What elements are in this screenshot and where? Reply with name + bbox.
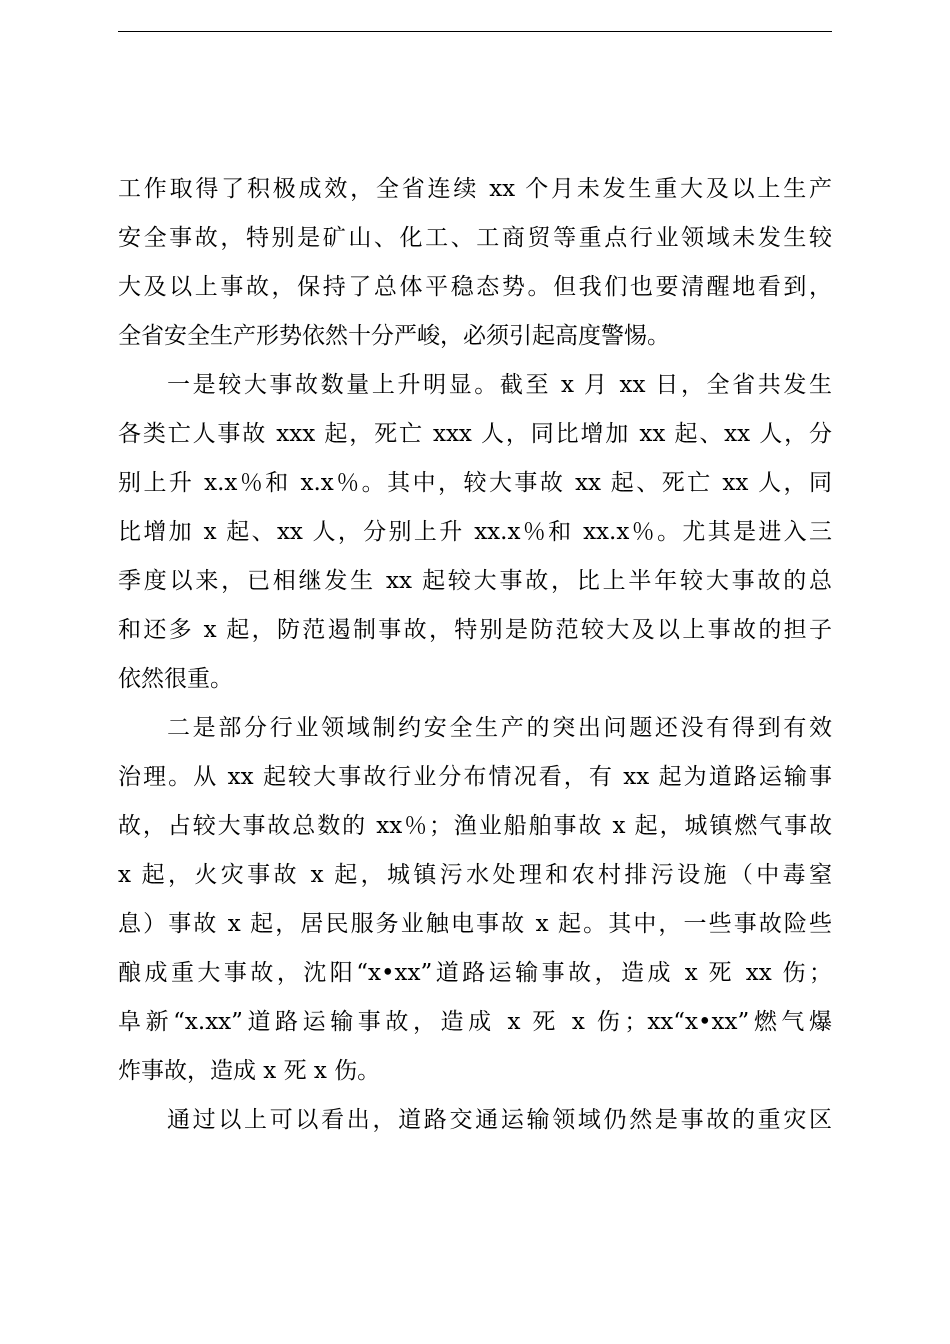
header-rule — [118, 31, 832, 32]
text-line: 各类亡人事故 xxx 起，死亡 xxx 人，同比增加 xx 起、xx 人，分 — [118, 421, 832, 447]
text-line: 安全事故，特别是矿山、化工、工商贸等重点行业领域未发生较 — [118, 225, 832, 251]
text-line: 阜新“x.xx”道路运输事故，造成 x 死 x 伤；xx“x•xx”燃气爆 — [118, 1009, 832, 1035]
text-line: 酿成重大事故，沈阳“x•xx”道路运输事故，造成 x 死 xx 伤； — [118, 960, 832, 986]
text-line: x 起，火灾事故 x 起，城镇污水处理和农村排污设施（中毒窒 — [118, 862, 832, 888]
text-line: 故，占较大事故总数的 xx％；渔业船舶事故 x 起，城镇燃气事故 — [118, 813, 832, 839]
text-line: 全省安全生产形势依然十分严峻，必须引起高度警惕。 — [118, 323, 670, 349]
text-line: 大及以上事故，保持了总体平稳态势。但我们也要清醒地看到， — [118, 274, 832, 300]
text-line: 工作取得了积极成效，全省连续 xx 个月未发生重大及以上生产 — [118, 176, 832, 202]
document-body — [118, 170, 832, 1150]
text-line: 二是部分行业领域制约安全生产的突出问题还没有得到有效 — [167, 715, 832, 741]
paragraph-3 — [118, 709, 832, 1101]
text-line: 息）事故 x 起，居民服务业触电事故 x 起。其中，一些事故险些 — [118, 911, 832, 937]
text-line: 季度以来，已相继发生 xx 起较大事故，比上半年较大事故的总 — [118, 568, 832, 594]
text-line: 一是较大事故数量上升明显。截至 x 月 xx 日，全省共发生 — [167, 372, 832, 398]
text-line: 炸事故，造成 x 死 x 伤。 — [118, 1058, 381, 1084]
text-line: 和还多 x 起，防范遏制事故，特别是防范较大及以上事故的担子 — [118, 617, 832, 643]
text-line: 别上升 x.x％和 x.x％。其中，较大事故 xx 起、死亡 xx 人，同 — [118, 470, 832, 496]
paragraph-1 — [118, 170, 832, 366]
text-line: 比增加 x 起、xx 人，分别上升 xx.x％和 xx.x％。尤其是进入三 — [118, 519, 832, 545]
text-line: 治理。从 xx 起较大事故行业分布情况看，有 xx 起为道路运输事 — [118, 764, 832, 790]
paragraph-2 — [118, 366, 832, 709]
text-line: 通过以上可以看出，道路交通运输领域仍然是事故的重灾区 — [167, 1107, 832, 1133]
text-line: 依然很重。 — [118, 666, 233, 692]
paragraph-4 — [118, 1101, 832, 1150]
